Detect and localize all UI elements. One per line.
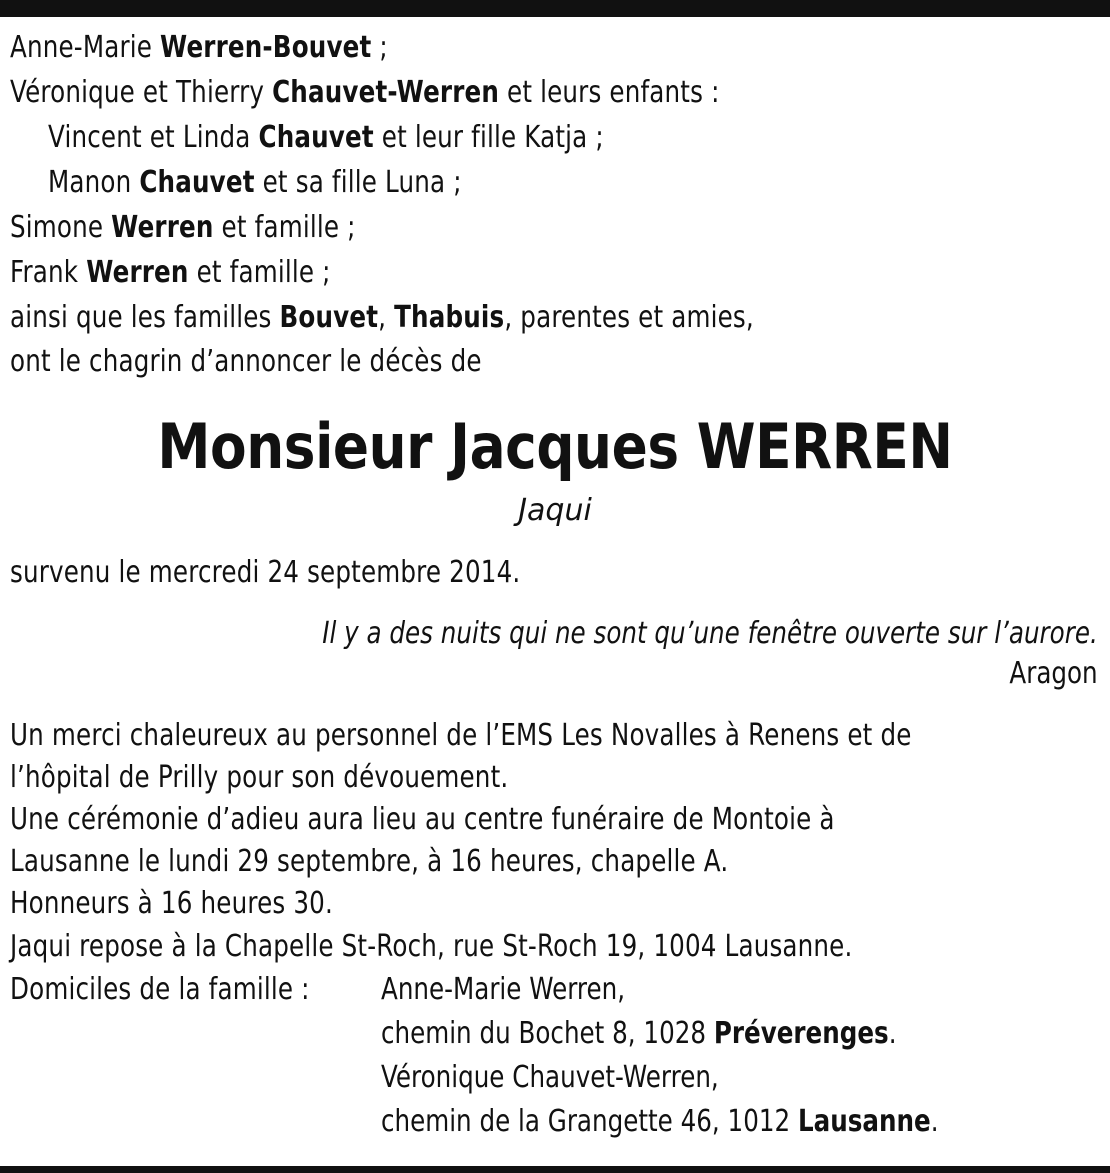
death-date-line: survenu le mercredi 24 septembre 2014. bbox=[10, 555, 521, 590]
deceased-name: Monsieur Jacques WERREN bbox=[157, 410, 953, 483]
details-line-1: Un merci chaleureux au personnel de l’EMS Les Novalles à Renens et de bbox=[10, 718, 912, 753]
address-2-name: Véronique Chauvet-Werren, bbox=[381, 1060, 719, 1095]
family-line-5: Simone Werren et famille ; bbox=[10, 210, 356, 245]
family-line-2: Véronique et Thierry Chauvet-Werren et leurs enfants : bbox=[10, 75, 720, 110]
address-1-street: chemin du Bochet 8, 1028 Préverenges. bbox=[381, 1016, 897, 1051]
domiciles-label: Domiciles de la famille : bbox=[10, 972, 310, 1007]
announcement-line: ont le chagrin d’annoncer le décès de bbox=[10, 344, 482, 379]
family-line-1: Anne-Marie Werren-Bouvet ; bbox=[10, 30, 388, 65]
details-line-5: Honneurs à 16 heures 30. bbox=[10, 886, 333, 921]
quote-text: Il y a des nuits qui ne sont qu’une fenêtre ouverte sur l’aurore. bbox=[322, 616, 1098, 651]
top-rule bbox=[0, 0, 1110, 17]
address-2-street: chemin de la Grangette 46, 1012 Lausanne. bbox=[381, 1104, 939, 1139]
deceased-nickname: Jaqui bbox=[518, 493, 592, 528]
family-line-3: Vincent et Linda Chauvet et leur fille Katja ; bbox=[48, 120, 604, 155]
address-1-name: Anne-Marie Werren, bbox=[381, 972, 626, 1007]
family-line-7: ainsi que les familles Bouvet, Thabuis, parentes et amies, bbox=[10, 300, 754, 335]
details-line-2: l’hôpital de Prilly pour son dévouement. bbox=[10, 760, 509, 795]
details-line-4: Lausanne le lundi 29 septembre, à 16 heures, chapelle A. bbox=[10, 844, 729, 879]
details-line-3: Une cérémonie d’adieu aura lieu au centre funéraire de Montoie à bbox=[10, 802, 835, 837]
details-line-6: Jaqui repose à la Chapelle St-Roch, rue St-Roch 19, 1004 Lausanne. bbox=[10, 929, 853, 964]
family-line-4: Manon Chauvet et sa fille Luna ; bbox=[48, 165, 462, 200]
bottom-rule bbox=[0, 1166, 1110, 1173]
family-line-6: Frank Werren et famille ; bbox=[10, 255, 331, 290]
quote-author: Aragon bbox=[1009, 656, 1098, 691]
